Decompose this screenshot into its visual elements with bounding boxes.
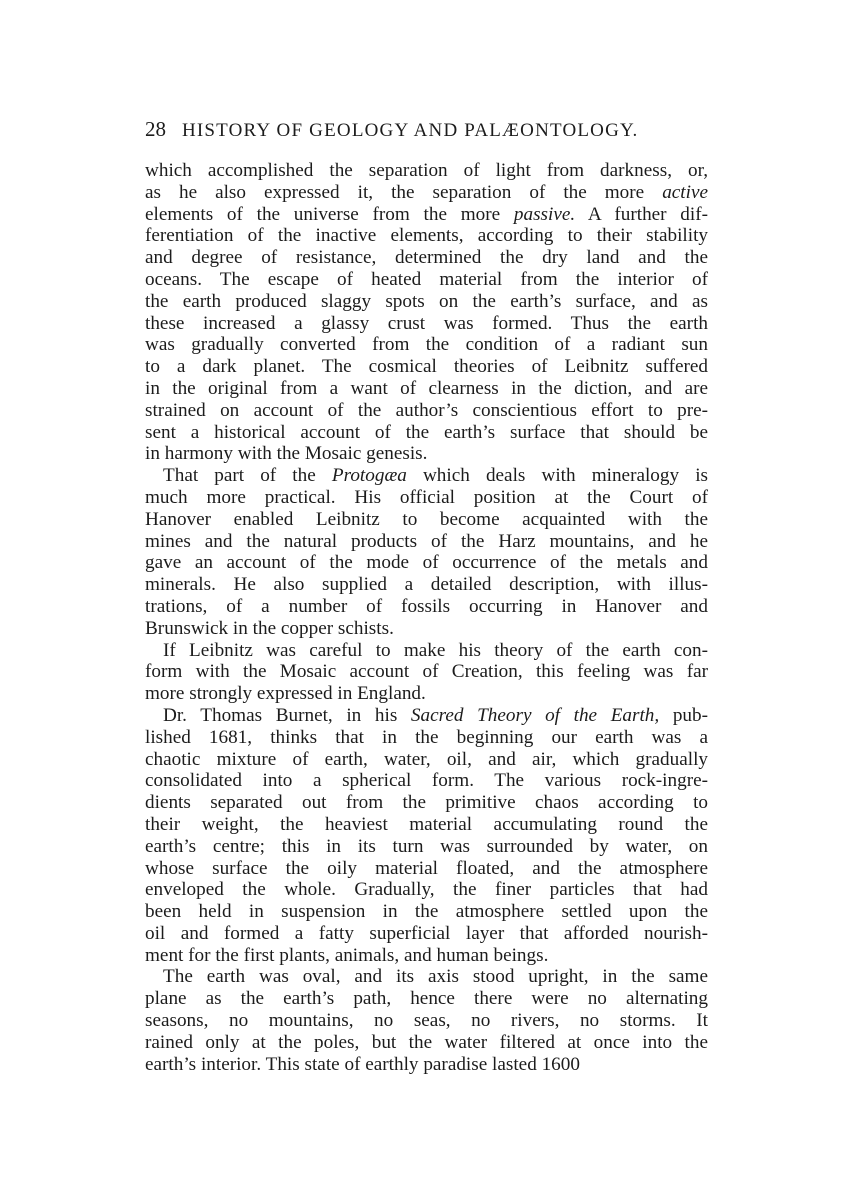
- text-line: [145, 269, 708, 291]
- text-run: trations, of a number of fossils occurring in Hanover and: [145, 595, 708, 617]
- text-line: [145, 225, 708, 247]
- text-line: [145, 596, 708, 618]
- italic-text: active: [662, 181, 708, 203]
- text-run: ferentiation of the inactive elements, according to their stability: [145, 225, 708, 247]
- text-run: and degree of resistance, determined the dry land and the: [145, 247, 708, 269]
- text-run: was gradually converted from the condition of a radiant sun: [145, 334, 708, 356]
- text-line: [145, 945, 708, 967]
- text-line: [145, 552, 708, 574]
- text-line: [145, 1054, 708, 1076]
- text-run: The earth was oval, and its axis stood upright, in the same: [163, 966, 708, 988]
- text-line: [145, 182, 708, 204]
- text-line: [145, 422, 708, 444]
- paragraph: [145, 705, 708, 967]
- text-line: [145, 770, 708, 792]
- text-line: [145, 334, 708, 356]
- text-run: their weight, the heaviest material accumulating round the: [145, 813, 708, 835]
- italic-text: Protogæa: [331, 465, 407, 487]
- text-run: in harmony with the Mosaic genesis.: [145, 443, 428, 465]
- text-line: [145, 531, 708, 553]
- text-run: strained on account of the author’s conscientious effort to pre-: [145, 399, 708, 421]
- text-run: seasons, no mountains, no seas, no rivers, no storms. It: [145, 1010, 708, 1032]
- text-run: in the original from a want of clearness in the diction, and are: [145, 377, 708, 399]
- text-run: chaotic mixture of earth, water, oil, and air, which gradually: [145, 748, 708, 770]
- text-run: much more practical. His official position at the Court of: [145, 486, 708, 508]
- text-run: gave an account of the mode of occurrence of the metals and: [145, 552, 708, 574]
- text-line: [145, 858, 708, 880]
- text-line: [145, 618, 708, 640]
- text-run: these increased a glassy crust was formed. Thus the earth: [145, 312, 708, 334]
- body-text: [145, 160, 708, 1075]
- text-run: earth’s centre; this in its turn was surrounded by water, on: [145, 835, 708, 857]
- text-line: [145, 400, 708, 422]
- text-line: [145, 378, 708, 400]
- text-run: dients separated out from the primitive chaos according to: [145, 792, 708, 814]
- text-line: [145, 487, 708, 509]
- text-run: Hanover enabled Leibnitz to become acquainted with the: [145, 508, 708, 530]
- text-line: [145, 661, 708, 683]
- text-run: lished 1681, thinks that in the beginning our earth was a: [145, 726, 708, 748]
- text-run: the earth produced slaggy spots on the earth’s surface, and as: [145, 290, 708, 312]
- text-line: [145, 465, 708, 487]
- italic-text: Sacred Theory of the Earth,: [410, 704, 660, 726]
- text-run: which deals with mineralogy is: [406, 465, 708, 487]
- text-run: been held in suspension in the atmosphere settled upon the: [145, 901, 708, 923]
- text-run: A further dif-: [575, 203, 708, 225]
- text-run: minerals. He also supplied a detailed description, with illus-: [145, 574, 708, 596]
- text-run: sent a historical account of the earth’s surface that should be: [145, 421, 708, 443]
- text-run: plane as the earth’s path, hence there were no alternating: [145, 988, 708, 1010]
- text-line: [145, 640, 708, 662]
- text-run: rained only at the poles, but the water filtered at once into the: [145, 1031, 708, 1053]
- text-line: [145, 814, 708, 836]
- text-run: mines and the natural products of the Harz mountains, and he: [145, 530, 708, 552]
- text-run: consolidated into a spherical form. The various rock-ingre-: [145, 770, 708, 792]
- text-line: [145, 683, 708, 705]
- text-line: [145, 749, 708, 771]
- page-number: 28: [145, 117, 166, 141]
- text-line: [145, 1010, 708, 1032]
- text-run: If Leibnitz was careful to make his theory of the earth con-: [163, 639, 708, 661]
- text-run: oceans. The escape of heated material from the interior of: [145, 268, 708, 290]
- italic-text: passive.: [513, 203, 576, 225]
- text-run: whose surface the oily material floated, and the atmosphere: [145, 857, 708, 879]
- text-line: [145, 836, 708, 858]
- text-run: elements of the universe from the more: [145, 203, 514, 225]
- text-run: more strongly expressed in England.: [145, 683, 426, 705]
- text-run: as he also expressed it, the separation of the more: [145, 181, 663, 203]
- text-line: [145, 988, 708, 1010]
- text-line: [145, 901, 708, 923]
- text-line: [145, 1032, 708, 1054]
- running-title: HISTORY OF GEOLOGY AND PALÆONTOLOGY.: [181, 120, 639, 141]
- text-line: [145, 574, 708, 596]
- text-run: form with the Mosaic account of Creation, this feeling was far: [145, 661, 708, 683]
- text-line: [145, 160, 708, 182]
- text-line: [145, 313, 708, 335]
- text-run: That part of the: [163, 465, 332, 487]
- text-run: Brunswick in the copper schists.: [145, 617, 394, 639]
- text-run: pub-: [659, 704, 708, 726]
- text-line: [145, 792, 708, 814]
- text-run: to a dark planet. The cosmical theories of Leibnitz suffered: [145, 356, 708, 378]
- running-head: [145, 117, 705, 142]
- text-run: enveloped the whole. Gradually, the finer particles that had: [145, 879, 708, 901]
- text-line: [145, 727, 708, 749]
- paragraph: [145, 160, 708, 465]
- text-run: which accomplished the separation of light from darkness, or,: [145, 160, 708, 181]
- text-line: [145, 291, 708, 313]
- text-run: ment for the first plants, animals, and human beings.: [145, 944, 549, 966]
- text-line: [145, 356, 708, 378]
- text-line: [145, 966, 708, 988]
- text-line: [145, 509, 708, 531]
- text-run: Dr. Thomas Burnet, in his: [163, 704, 411, 726]
- text-run: oil and formed a fatty superficial layer that afforded nourish-: [145, 922, 708, 944]
- text-line: [145, 923, 708, 945]
- text-line: [145, 247, 708, 269]
- text-line: [145, 879, 708, 901]
- text-line: [145, 705, 708, 727]
- paragraph: [145, 640, 708, 705]
- text-line: [145, 443, 708, 465]
- paragraph: [145, 465, 708, 639]
- text-run: earth’s interior. This state of earthly paradise lasted 1600: [145, 1053, 580, 1075]
- text-line: [145, 204, 708, 226]
- paragraph: [145, 966, 708, 1075]
